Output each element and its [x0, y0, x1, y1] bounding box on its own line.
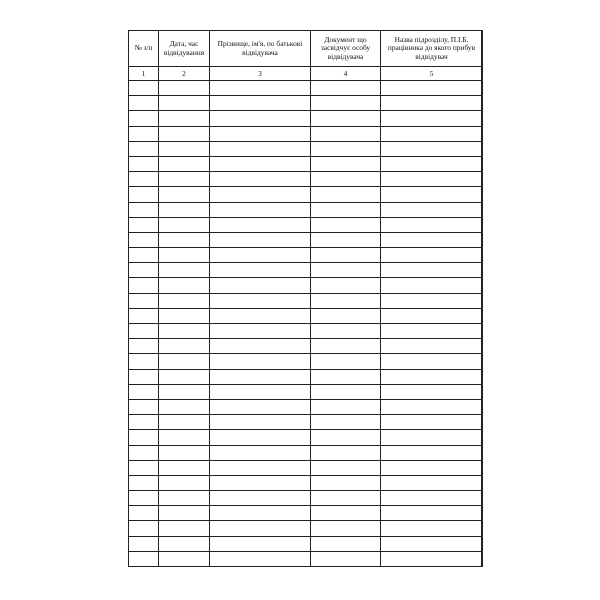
table-cell — [129, 278, 159, 293]
table-cell — [129, 399, 159, 414]
table-row — [129, 551, 483, 566]
table-cell — [311, 96, 381, 111]
table-cell — [210, 308, 311, 323]
table-row — [129, 96, 483, 111]
table-cell — [381, 521, 483, 536]
table-cell — [159, 460, 210, 475]
table-row — [129, 384, 483, 399]
table-cell — [381, 551, 483, 566]
visitor-log-sheet — [128, 30, 482, 567]
table-cell — [381, 506, 483, 521]
table-cell — [159, 536, 210, 551]
table-cell — [311, 551, 381, 566]
table-cell — [129, 324, 159, 339]
table-cell — [159, 141, 210, 156]
table-row — [129, 248, 483, 263]
table-cell — [311, 339, 381, 354]
table-row — [129, 399, 483, 414]
table-cell — [311, 384, 381, 399]
column-number-row — [129, 67, 483, 81]
table-cell — [381, 415, 483, 430]
table-cell — [381, 248, 483, 263]
table-cell — [381, 278, 483, 293]
table-cell — [129, 521, 159, 536]
table-cell — [311, 232, 381, 247]
table-cell — [311, 475, 381, 490]
table-cell — [159, 217, 210, 232]
table-cell — [210, 232, 311, 247]
table-cell — [159, 263, 210, 278]
table-cell — [311, 141, 381, 156]
table-cell — [381, 81, 483, 96]
table-row — [129, 324, 483, 339]
table-cell — [129, 126, 159, 141]
table-row — [129, 278, 483, 293]
table-cell — [381, 96, 483, 111]
table-row — [129, 126, 483, 141]
table-cell — [210, 217, 311, 232]
table-cell — [210, 521, 311, 536]
table-cell — [210, 460, 311, 475]
table-cell — [311, 156, 381, 171]
table-cell — [311, 369, 381, 384]
table-cell — [129, 81, 159, 96]
table-cell — [129, 172, 159, 187]
table-cell — [210, 506, 311, 521]
column-header-number: № з/п — [129, 31, 159, 67]
table-cell — [381, 172, 483, 187]
table-cell — [129, 339, 159, 354]
table-cell — [159, 248, 210, 263]
table-cell — [381, 354, 483, 369]
table-cell — [311, 506, 381, 521]
table-cell — [129, 475, 159, 490]
table-row — [129, 475, 483, 490]
table-row — [129, 506, 483, 521]
table-cell — [129, 415, 159, 430]
table-cell — [159, 445, 210, 460]
table-cell — [129, 445, 159, 460]
table-cell — [311, 445, 381, 460]
table-row — [129, 415, 483, 430]
table-row — [129, 111, 483, 126]
column-header-department-employee: Назва підрозділу, П.І.Б. працівника до якого прибув відвідувач — [381, 31, 483, 67]
table-cell — [311, 354, 381, 369]
table-cell — [129, 491, 159, 506]
table-cell — [159, 126, 210, 141]
table-cell — [381, 339, 483, 354]
table-cell — [311, 126, 381, 141]
table-cell — [210, 536, 311, 551]
table-cell — [129, 156, 159, 171]
table-cell — [159, 202, 210, 217]
table-row — [129, 491, 483, 506]
table-cell — [381, 293, 483, 308]
table-cell — [159, 415, 210, 430]
table-cell — [210, 354, 311, 369]
table-cell — [381, 536, 483, 551]
table-row — [129, 521, 483, 536]
table-cell — [381, 308, 483, 323]
table-cell — [210, 324, 311, 339]
column-number-3: 3 — [210, 67, 311, 81]
table-cell — [129, 460, 159, 475]
table-row — [129, 172, 483, 187]
table-cell — [210, 491, 311, 506]
table-row — [129, 308, 483, 323]
table-cell — [129, 217, 159, 232]
table-row — [129, 232, 483, 247]
table-row — [129, 339, 483, 354]
table-cell — [159, 324, 210, 339]
table-cell — [129, 187, 159, 202]
table-cell — [381, 491, 483, 506]
column-header-visitor-name: Прізвище, ім'я, по батькові відвідувача — [210, 31, 311, 67]
table-cell — [210, 551, 311, 566]
table-cell — [129, 263, 159, 278]
table-row — [129, 156, 483, 171]
table-cell — [210, 141, 311, 156]
table-cell — [159, 293, 210, 308]
table-cell — [210, 156, 311, 171]
table-cell — [311, 308, 381, 323]
table-cell — [129, 369, 159, 384]
table-cell — [381, 399, 483, 414]
table-cell — [311, 415, 381, 430]
table-cell — [159, 491, 210, 506]
table-cell — [311, 263, 381, 278]
table-cell — [210, 339, 311, 354]
table-cell — [311, 460, 381, 475]
table-cell — [311, 81, 381, 96]
table-cell — [210, 278, 311, 293]
table-cell — [311, 293, 381, 308]
table-cell — [159, 369, 210, 384]
table-cell — [311, 399, 381, 414]
table-cell — [381, 232, 483, 247]
table-cell — [381, 202, 483, 217]
table-cell — [159, 232, 210, 247]
table-cell — [129, 551, 159, 566]
column-number-5: 5 — [381, 67, 483, 81]
table-cell — [159, 384, 210, 399]
table-body — [129, 81, 483, 567]
table-cell — [159, 354, 210, 369]
table-cell — [311, 521, 381, 536]
table-cell — [210, 96, 311, 111]
table-cell — [129, 430, 159, 445]
table-cell — [311, 172, 381, 187]
table-row — [129, 369, 483, 384]
table-cell — [129, 506, 159, 521]
table-cell — [311, 111, 381, 126]
table-row — [129, 202, 483, 217]
table-cell — [129, 232, 159, 247]
table-cell — [129, 308, 159, 323]
table-row — [129, 354, 483, 369]
table-cell — [159, 551, 210, 566]
table-cell — [129, 96, 159, 111]
table-cell — [129, 384, 159, 399]
table-cell — [129, 536, 159, 551]
table-cell — [210, 172, 311, 187]
table-cell — [311, 430, 381, 445]
table-cell — [210, 430, 311, 445]
table-cell — [129, 293, 159, 308]
table-row — [129, 536, 483, 551]
table-cell — [159, 278, 210, 293]
table-cell — [129, 141, 159, 156]
table-cell — [381, 460, 483, 475]
column-header-date-time: Дата, час відвідування — [159, 31, 210, 67]
table-cell — [159, 339, 210, 354]
header-row — [129, 31, 483, 67]
table-cell — [129, 111, 159, 126]
visitor-log-table — [128, 30, 483, 567]
table-cell — [381, 217, 483, 232]
table-cell — [210, 248, 311, 263]
table-cell — [129, 202, 159, 217]
table-row — [129, 460, 483, 475]
table-cell — [159, 399, 210, 414]
column-number-2: 2 — [159, 67, 210, 81]
table-cell — [381, 111, 483, 126]
table-cell — [159, 475, 210, 490]
table-row — [129, 263, 483, 278]
table-cell — [311, 536, 381, 551]
column-number-1: 1 — [129, 67, 159, 81]
table-cell — [381, 141, 483, 156]
table-cell — [210, 369, 311, 384]
table-cell — [159, 81, 210, 96]
table-cell — [210, 126, 311, 141]
table-cell — [159, 430, 210, 445]
table-row — [129, 187, 483, 202]
table-cell — [210, 445, 311, 460]
table-cell — [159, 506, 210, 521]
table-row — [129, 430, 483, 445]
table-cell — [381, 263, 483, 278]
table-cell — [381, 445, 483, 460]
table-cell — [210, 202, 311, 217]
table-cell — [159, 187, 210, 202]
table-cell — [129, 248, 159, 263]
table-cell — [129, 354, 159, 369]
table-cell — [381, 475, 483, 490]
table-cell — [311, 324, 381, 339]
table-cell — [210, 293, 311, 308]
table-cell — [210, 399, 311, 414]
table-cell — [210, 415, 311, 430]
table-cell — [381, 369, 483, 384]
column-header-identity-document: Документ що засвідчує особу відвідувача — [311, 31, 381, 67]
table-cell — [159, 111, 210, 126]
table-cell — [311, 187, 381, 202]
table-row — [129, 81, 483, 96]
table-cell — [210, 475, 311, 490]
table-cell — [159, 172, 210, 187]
table-cell — [210, 111, 311, 126]
table-cell — [381, 126, 483, 141]
table-cell — [311, 217, 381, 232]
table-cell — [311, 202, 381, 217]
table-cell — [381, 156, 483, 171]
table-cell — [159, 521, 210, 536]
table-cell — [381, 324, 483, 339]
table-cell — [381, 384, 483, 399]
table-row — [129, 141, 483, 156]
table-cell — [311, 278, 381, 293]
table-cell — [159, 156, 210, 171]
table-cell — [210, 187, 311, 202]
table-row — [129, 217, 483, 232]
table-cell — [311, 248, 381, 263]
table-row — [129, 445, 483, 460]
table-cell — [210, 384, 311, 399]
table-row — [129, 293, 483, 308]
table-cell — [159, 96, 210, 111]
table-cell — [159, 308, 210, 323]
column-number-4: 4 — [311, 67, 381, 81]
table-cell — [311, 491, 381, 506]
table-cell — [381, 430, 483, 445]
table-cell — [210, 263, 311, 278]
table-cell — [210, 81, 311, 96]
table-cell — [381, 187, 483, 202]
